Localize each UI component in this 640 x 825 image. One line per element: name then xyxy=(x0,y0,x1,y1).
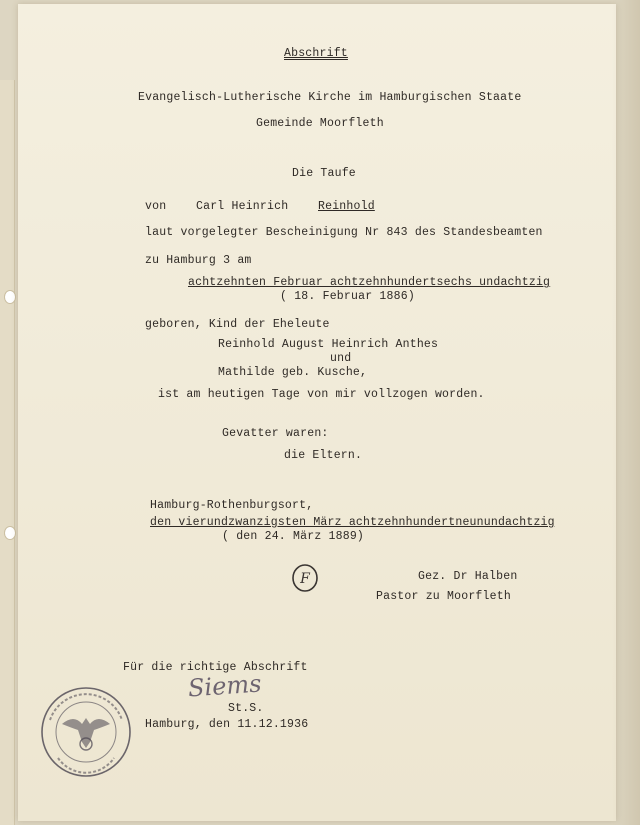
godparents: die Eltern. xyxy=(284,449,363,462)
signed-by: Gez. Dr Halben xyxy=(418,570,518,583)
godparents-label: Gevatter waren: xyxy=(222,427,329,440)
signer-abbrev: St.S. xyxy=(228,702,264,715)
church-line: Evangelisch-Lutherische Kirche im Hamburgischen Staate xyxy=(138,91,522,104)
pastor-title: Pastor zu Moorfleth xyxy=(376,590,511,603)
punch-hole xyxy=(4,290,16,304)
official-seal xyxy=(38,684,134,780)
birth-date-text: achtzehnten Februar achtzehnhundertsechs undachtzig xyxy=(188,276,551,289)
birth-date-numeric: ( 18. Februar 1886) xyxy=(280,290,415,303)
given-names: Carl Heinrich xyxy=(196,200,289,213)
handwritten-signature: Siems xyxy=(187,669,263,703)
certificate-line: laut vorgelegter Bescheinigung Nr 843 des Standesbeamten xyxy=(145,226,543,239)
circled-letter-text: F xyxy=(300,571,310,587)
von-label: von xyxy=(145,200,167,213)
heading-abschrift: Abschrift xyxy=(284,47,348,60)
eagle-emblem xyxy=(62,718,110,748)
surname: Reinhold xyxy=(318,200,375,213)
paper-right-shadow xyxy=(612,0,640,825)
certification-line: Für die richtige Abschrift xyxy=(123,661,308,674)
und-connector: und xyxy=(330,352,352,365)
parish-line: Gemeinde Moorfleth xyxy=(256,117,384,130)
born-line: geboren, Kind der Eheleute xyxy=(145,318,330,331)
date-numeric: ( den 24. März 1889) xyxy=(222,530,365,543)
date-text: den vierundzwanzigsten März achtzehnhundertneunundachtzig xyxy=(150,516,555,529)
certificate-place: zu Hamburg 3 am xyxy=(145,254,252,267)
certification-date: Hamburg, den 11.12.1936 xyxy=(145,718,309,731)
place-line: Hamburg-Rothenburgsort, xyxy=(150,499,314,512)
father-name: Reinhold August Heinrich Anthes xyxy=(218,338,439,351)
performed-line: ist am heutigen Tage von mir vollzogen worden. xyxy=(158,388,485,401)
circled-letter xyxy=(290,563,320,593)
paper-left-edge xyxy=(0,80,15,825)
mother-name: Mathilde geb. Kusche, xyxy=(218,366,368,379)
document-title: Die Taufe xyxy=(292,167,356,180)
punch-hole xyxy=(4,526,16,540)
